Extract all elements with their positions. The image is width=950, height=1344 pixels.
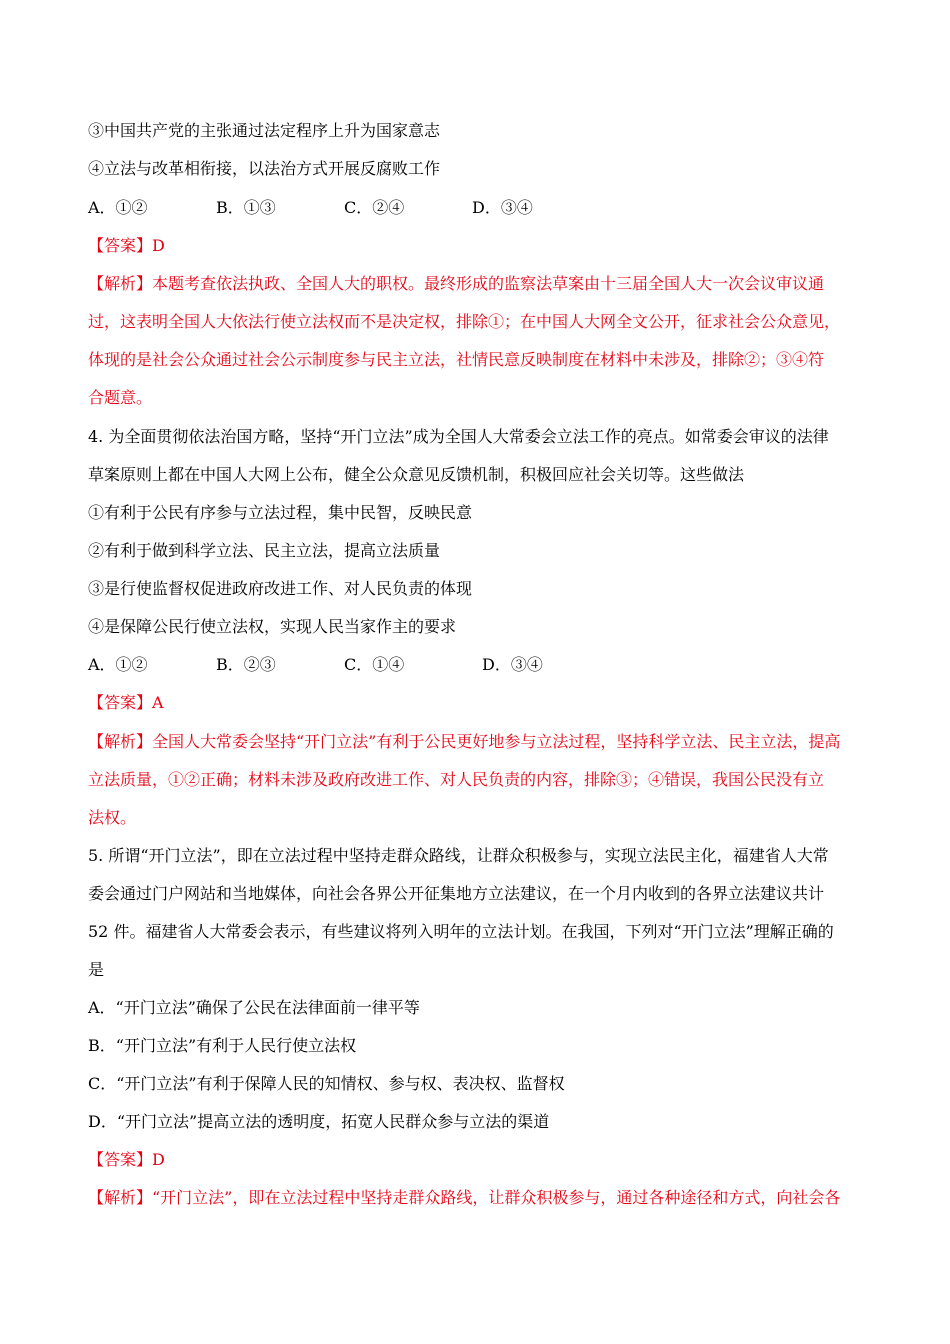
q5-option-b: B．“开门立法”有利于人民行使立法权: [88, 1036, 357, 1055]
q4-option-c: C．①④: [344, 655, 405, 674]
q3-option-b: B．①③: [216, 198, 276, 217]
q4-statement-4: ④是保障公民行使立法权，实现人民当家作主的要求: [88, 617, 457, 636]
q5-option-d: D．“开门立法”提高立法的透明度，拓宽人民群众参与立法的渠道: [88, 1112, 550, 1131]
q3-option-d: D．③④: [472, 198, 533, 217]
q3-analysis-line: 【解析】本题考查依法执政、全国人大的职权。最终形成的监察法草案由十三届全国人大一次会议审议通: [88, 274, 825, 293]
q4-answer: 【答案】A: [88, 693, 164, 712]
q5-analysis-line: 【解析】“开门立法”，即在立法过程中坚持走群众路线，让群众积极参与，通过各种途径和方式，向社会各: [88, 1188, 841, 1207]
q4-stem-line: 4. 为全面贯彻依法治国方略，坚持“开门立法”成为全国人大常委会立法工作的亮点。如常委会审议的法律: [88, 427, 829, 446]
q4-analysis-line: 法权。: [88, 808, 137, 827]
q5-stem-line: 委会通过门户网站和当地媒体，向社会各界公开征集地方立法建议，在一个月内收到的各界立法建议共计: [88, 884, 825, 903]
q5-stem-line: 是: [88, 960, 105, 979]
q5-answer: 【答案】D: [88, 1150, 165, 1169]
q4-stem-line: 草案原则上都在中国人大网上公布，健全公众意见反馈机制，积极回应社会关切等。这些做法: [88, 465, 745, 484]
q4-option-b: B．②③: [216, 655, 276, 674]
q5-option-c: C．“开门立法”有利于保障人民的知情权、参与权、表决权、监督权: [88, 1074, 565, 1093]
q4-statement-3: ③是行使监督权促进政府改进工作、对人民负责的体现: [88, 579, 473, 598]
q4-option-d: D．③④: [482, 655, 543, 674]
q3-option-c: C．②④: [344, 198, 405, 217]
q5-stem-line: 5. 所谓“开门立法”，即在立法过程中坚持走群众路线，让群众积极参与，实现立法民主化，福建省人大常: [88, 846, 829, 865]
q4-statement-2: ②有利于做到科学立法、民主立法，提高立法质量: [88, 541, 441, 560]
q4-analysis-line: 立法质量，①②正确；材料未涉及政府改进工作、对人民负责的内容，排除③；④错误，我国公民没有立: [88, 770, 825, 789]
q4-analysis-line: 【解析】全国人大常委会坚持“开门立法”有利于公民更好地参与立法过程，坚持科学立法、民主立法，提高: [88, 732, 841, 751]
q4-option-a: A．①②: [88, 655, 148, 674]
q5-option-a: A．“开门立法”确保了公民在法律面前一律平等: [88, 998, 420, 1017]
q4-statement-1: ①有利于公民有序参与立法过程，集中民智，反映民意: [88, 503, 473, 522]
q3-statement-4: ④立法与改革相衔接，以法治方式开展反腐败工作: [88, 159, 441, 178]
q3-analysis-line: 体现的是社会公众通过社会公示制度参与民主立法，社情民意反映制度在材料中未涉及，排除②；③④符: [88, 350, 825, 369]
q3-analysis-line: 合题意。: [88, 388, 153, 407]
q3-answer: 【答案】D: [88, 236, 165, 255]
q5-stem-line: 52 件。福建省人大常委会表示，有些建议将列入明年的立法计划。在我国，下列对“开门立法”理解正确的: [88, 922, 834, 941]
q3-analysis-line: 过，这表明全国人大依法行使立法权而不是决定权，排除①；在中国人大网全文公开，征求社会公众意见，: [88, 312, 841, 331]
q3-statement-3: ③中国共产党的主张通过法定程序上升为国家意志: [88, 121, 441, 140]
q3-option-a: A．①②: [88, 198, 148, 217]
